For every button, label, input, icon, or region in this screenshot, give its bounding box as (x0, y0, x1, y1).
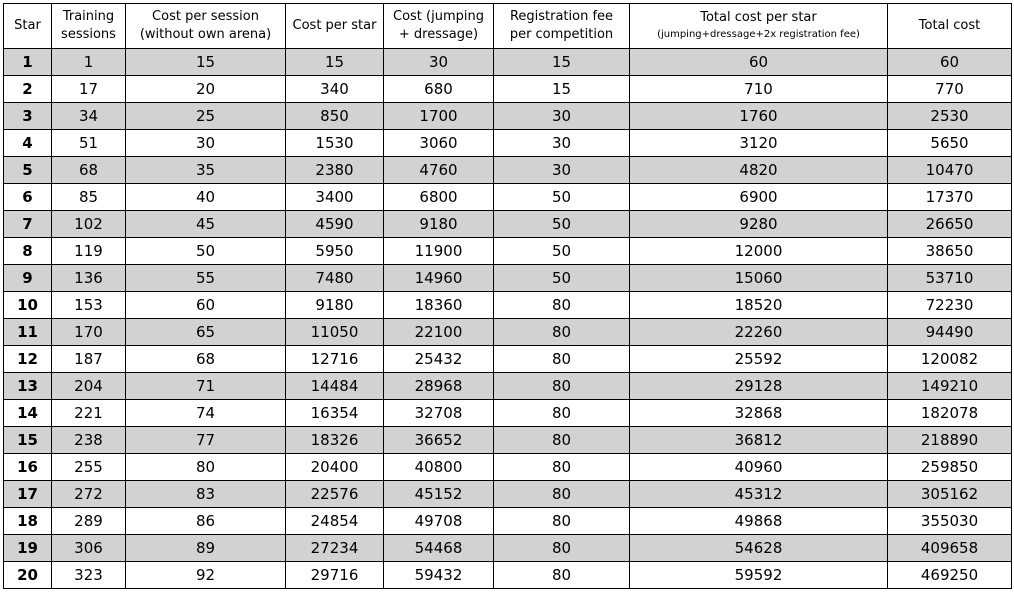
star-cell: 13 (4, 373, 52, 400)
table-row (4, 211, 1012, 238)
cost-per-star-cell: 22576 (286, 481, 384, 508)
table-row (4, 562, 1012, 589)
cost-per-session-cell: 68 (126, 346, 286, 373)
cost-per-session-cell: 74 (126, 400, 286, 427)
training-sessions-cell: 238 (52, 427, 126, 454)
cost-per-session-cell: 65 (126, 319, 286, 346)
training-sessions-cell: 136 (52, 265, 126, 292)
training-sessions-cell: 153 (52, 292, 126, 319)
total-cost-per-star-cell: 54628 (630, 535, 888, 562)
header-training-sessions: Training sessions (52, 4, 126, 49)
cost-jumping-dressage-cell: 49708 (384, 508, 494, 535)
table-row (4, 76, 1012, 103)
cost-per-session-cell: 60 (126, 292, 286, 319)
total-cost-cell: 355030 (888, 508, 1012, 535)
total-cost-cell: 218890 (888, 427, 1012, 454)
total-cost-cell: 60 (888, 49, 1012, 76)
total-cost-per-star-cell: 710 (630, 76, 888, 103)
registration-fee-cell: 50 (494, 184, 630, 211)
registration-fee-cell: 80 (494, 508, 630, 535)
total-cost-cell: 770 (888, 76, 1012, 103)
star-cell: 16 (4, 454, 52, 481)
total-cost-per-star-cell: 18520 (630, 292, 888, 319)
cost-per-star-cell: 18326 (286, 427, 384, 454)
header-total-cost: Total cost (888, 4, 1012, 49)
registration-fee-cell: 80 (494, 319, 630, 346)
training-sessions-cell: 34 (52, 103, 126, 130)
training-sessions-cell: 204 (52, 373, 126, 400)
total-cost-per-star-cell: 40960 (630, 454, 888, 481)
registration-fee-cell: 50 (494, 211, 630, 238)
table-row (4, 238, 1012, 265)
cost-per-session-cell: 50 (126, 238, 286, 265)
cost-per-session-cell: 15 (126, 49, 286, 76)
total-cost-per-star-cell: 29128 (630, 373, 888, 400)
cost-per-session-cell: 89 (126, 535, 286, 562)
cost-per-star-cell: 3400 (286, 184, 384, 211)
cost-per-star-cell: 2380 (286, 157, 384, 184)
cost-jumping-dressage-cell: 1700 (384, 103, 494, 130)
total-cost-cell: 94490 (888, 319, 1012, 346)
registration-fee-cell: 30 (494, 130, 630, 157)
star-cell: 10 (4, 292, 52, 319)
cost-jumping-dressage-cell: 32708 (384, 400, 494, 427)
total-cost-per-star-cell: 36812 (630, 427, 888, 454)
total-cost-cell: 38650 (888, 238, 1012, 265)
cost-per-session-cell: 71 (126, 373, 286, 400)
table-row (4, 535, 1012, 562)
star-cell: 8 (4, 238, 52, 265)
training-sessions-cell: 102 (52, 211, 126, 238)
training-sessions-cell: 119 (52, 238, 126, 265)
total-cost-cell: 53710 (888, 265, 1012, 292)
training-sessions-cell: 221 (52, 400, 126, 427)
total-cost-cell: 469250 (888, 562, 1012, 589)
cost-per-session-cell: 30 (126, 130, 286, 157)
cost-per-star-cell: 11050 (286, 319, 384, 346)
total-cost-cell: 26650 (888, 211, 1012, 238)
header-cost-jumping-dressage: Cost (jumping + dressage) (384, 4, 494, 49)
training-sessions-cell: 68 (52, 157, 126, 184)
cost-per-star-cell: 340 (286, 76, 384, 103)
total-cost-cell: 305162 (888, 481, 1012, 508)
cost-jumping-dressage-cell: 6800 (384, 184, 494, 211)
cost-per-session-cell: 83 (126, 481, 286, 508)
star-cell: 6 (4, 184, 52, 211)
total-cost-per-star-cell: 60 (630, 49, 888, 76)
cost-per-star-cell: 12716 (286, 346, 384, 373)
header-total-cost-per-star: Total cost per star (jumping+dressage+2x registration fee) (630, 4, 888, 49)
cost-per-star-cell: 850 (286, 103, 384, 130)
registration-fee-cell: 50 (494, 265, 630, 292)
training-sessions-cell: 323 (52, 562, 126, 589)
star-cell: 14 (4, 400, 52, 427)
cost-per-session-cell: 25 (126, 103, 286, 130)
registration-fee-cell: 30 (494, 103, 630, 130)
table-row (4, 265, 1012, 292)
cost-per-session-cell: 92 (126, 562, 286, 589)
star-cell: 1 (4, 49, 52, 76)
cost-jumping-dressage-cell: 11900 (384, 238, 494, 265)
table-row (4, 103, 1012, 130)
cost-per-session-cell: 35 (126, 157, 286, 184)
registration-fee-cell: 80 (494, 562, 630, 589)
registration-fee-cell: 80 (494, 373, 630, 400)
header-registration-fee: Registration fee per competition (494, 4, 630, 49)
table-row (4, 346, 1012, 373)
training-sessions-cell: 255 (52, 454, 126, 481)
registration-fee-cell: 80 (494, 535, 630, 562)
table-row (4, 400, 1012, 427)
total-cost-cell: 2530 (888, 103, 1012, 130)
star-cell: 2 (4, 76, 52, 103)
cost-jumping-dressage-cell: 36652 (384, 427, 494, 454)
star-cell: 12 (4, 346, 52, 373)
star-cell: 19 (4, 535, 52, 562)
star-cell: 3 (4, 103, 52, 130)
total-cost-per-star-cell: 3120 (630, 130, 888, 157)
cost-jumping-dressage-cell: 59432 (384, 562, 494, 589)
star-cell: 4 (4, 130, 52, 157)
cost-jumping-dressage-cell: 22100 (384, 319, 494, 346)
registration-fee-cell: 80 (494, 292, 630, 319)
cost-jumping-dressage-cell: 25432 (384, 346, 494, 373)
star-cell: 15 (4, 427, 52, 454)
cost-per-star-cell: 9180 (286, 292, 384, 319)
registration-fee-cell: 50 (494, 238, 630, 265)
total-cost-cell: 17370 (888, 184, 1012, 211)
header-cost-per-session: Cost per session (without own arena) (126, 4, 286, 49)
header-cost-per-star: Cost per star (286, 4, 384, 49)
cost-per-star-cell: 14484 (286, 373, 384, 400)
cost-per-star-cell: 15 (286, 49, 384, 76)
cost-per-star-cell: 29716 (286, 562, 384, 589)
training-sessions-cell: 51 (52, 130, 126, 157)
total-cost-per-star-cell: 9280 (630, 211, 888, 238)
cost-per-star-cell: 4590 (286, 211, 384, 238)
table-row (4, 130, 1012, 157)
total-cost-per-star-cell: 6900 (630, 184, 888, 211)
cost-per-star-cell: 7480 (286, 265, 384, 292)
registration-fee-cell: 80 (494, 400, 630, 427)
total-cost-per-star-cell: 25592 (630, 346, 888, 373)
total-cost-cell: 149210 (888, 373, 1012, 400)
cost-jumping-dressage-cell: 680 (384, 76, 494, 103)
table-row (4, 427, 1012, 454)
star-cell: 5 (4, 157, 52, 184)
cost-jumping-dressage-cell: 14960 (384, 265, 494, 292)
total-cost-per-star-cell: 49868 (630, 508, 888, 535)
cost-per-star-cell: 20400 (286, 454, 384, 481)
training-sessions-cell: 1 (52, 49, 126, 76)
cost-per-session-cell: 40 (126, 184, 286, 211)
star-cell: 17 (4, 481, 52, 508)
total-cost-per-star-cell: 32868 (630, 400, 888, 427)
cost-jumping-dressage-cell: 4760 (384, 157, 494, 184)
cost-jumping-dressage-cell: 18360 (384, 292, 494, 319)
training-sessions-cell: 170 (52, 319, 126, 346)
total-cost-cell: 5650 (888, 130, 1012, 157)
total-cost-cell: 72230 (888, 292, 1012, 319)
total-cost-cell: 182078 (888, 400, 1012, 427)
cost-jumping-dressage-cell: 30 (384, 49, 494, 76)
cost-per-session-cell: 86 (126, 508, 286, 535)
registration-fee-cell: 15 (494, 49, 630, 76)
cost-jumping-dressage-cell: 28968 (384, 373, 494, 400)
cost-jumping-dressage-cell: 3060 (384, 130, 494, 157)
star-cell: 7 (4, 211, 52, 238)
registration-fee-cell: 15 (494, 76, 630, 103)
registration-fee-cell: 80 (494, 346, 630, 373)
cost-table (3, 3, 1012, 589)
star-cell: 20 (4, 562, 52, 589)
header-row (4, 4, 1012, 49)
table-body (4, 49, 1012, 589)
total-cost-per-star-cell: 12000 (630, 238, 888, 265)
cost-per-star-cell: 16354 (286, 400, 384, 427)
training-sessions-cell: 306 (52, 535, 126, 562)
registration-fee-cell: 80 (494, 427, 630, 454)
table-row (4, 292, 1012, 319)
header-star: Star (4, 4, 52, 49)
total-cost-cell: 259850 (888, 454, 1012, 481)
cost-jumping-dressage-cell: 45152 (384, 481, 494, 508)
cost-per-session-cell: 55 (126, 265, 286, 292)
table-row (4, 49, 1012, 76)
cost-per-session-cell: 77 (126, 427, 286, 454)
cost-per-session-cell: 80 (126, 454, 286, 481)
table-row (4, 184, 1012, 211)
star-cell: 18 (4, 508, 52, 535)
total-cost-per-star-cell: 59592 (630, 562, 888, 589)
table-row (4, 454, 1012, 481)
total-cost-cell: 10470 (888, 157, 1012, 184)
cost-per-session-cell: 45 (126, 211, 286, 238)
cost-jumping-dressage-cell: 9180 (384, 211, 494, 238)
table-row (4, 157, 1012, 184)
total-cost-per-star-cell: 15060 (630, 265, 888, 292)
cost-per-star-cell: 1530 (286, 130, 384, 157)
star-cell: 11 (4, 319, 52, 346)
star-cell: 9 (4, 265, 52, 292)
table-row (4, 481, 1012, 508)
total-cost-cell: 120082 (888, 346, 1012, 373)
cost-per-star-cell: 27234 (286, 535, 384, 562)
cost-jumping-dressage-cell: 40800 (384, 454, 494, 481)
total-cost-per-star-cell: 1760 (630, 103, 888, 130)
cost-per-star-cell: 5950 (286, 238, 384, 265)
total-cost-cell: 409658 (888, 535, 1012, 562)
total-cost-per-star-cell: 22260 (630, 319, 888, 346)
table-row (4, 319, 1012, 346)
training-sessions-cell: 187 (52, 346, 126, 373)
training-sessions-cell: 85 (52, 184, 126, 211)
table-row (4, 373, 1012, 400)
total-cost-per-star-cell: 4820 (630, 157, 888, 184)
total-cost-per-star-cell: 45312 (630, 481, 888, 508)
cost-jumping-dressage-cell: 54468 (384, 535, 494, 562)
cost-per-star-cell: 24854 (286, 508, 384, 535)
training-sessions-cell: 289 (52, 508, 126, 535)
table-row (4, 508, 1012, 535)
registration-fee-cell: 80 (494, 481, 630, 508)
cost-per-session-cell: 20 (126, 76, 286, 103)
training-sessions-cell: 17 (52, 76, 126, 103)
training-sessions-cell: 272 (52, 481, 126, 508)
registration-fee-cell: 80 (494, 454, 630, 481)
registration-fee-cell: 30 (494, 157, 630, 184)
